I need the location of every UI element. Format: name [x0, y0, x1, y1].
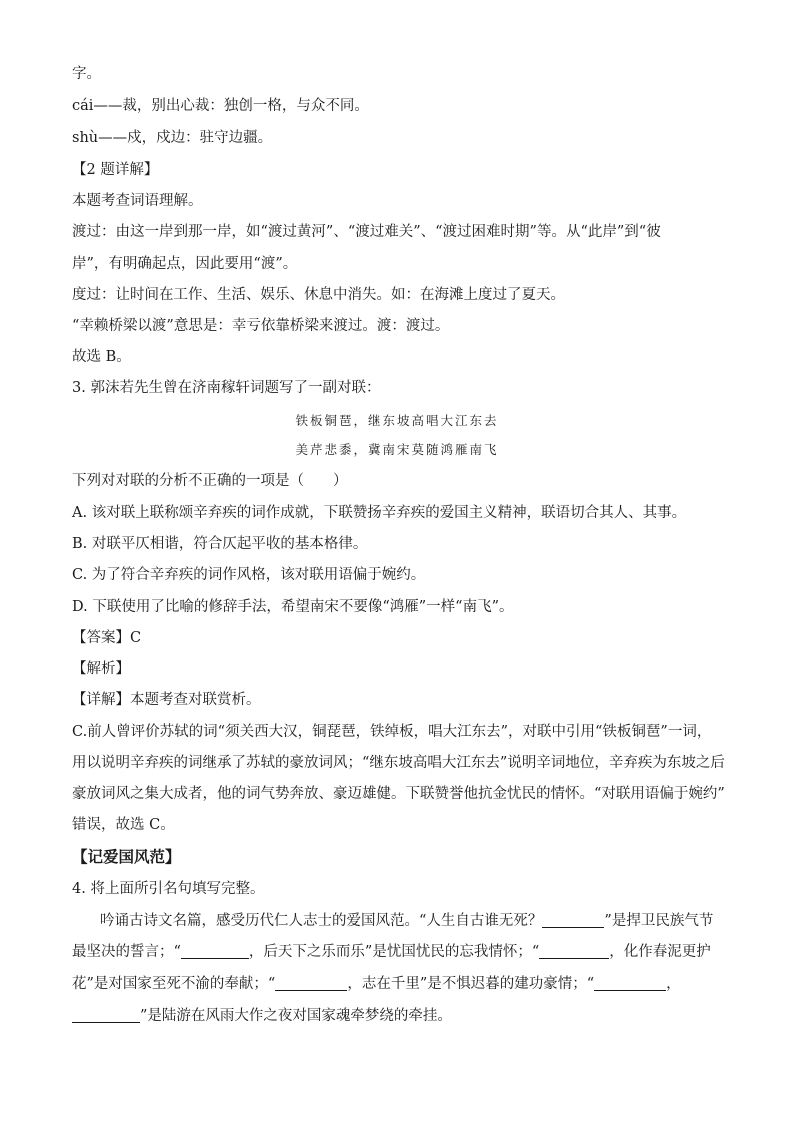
fill-blank[interactable]	[542, 911, 604, 928]
section-heading: 【2 题详解】	[72, 162, 159, 178]
text-line: 用以说明辛弃疾的词继承了苏轼的豪放词风；“继东坡高唱大江东去”说明辛词地位，辛弃疾为东坡之后	[72, 755, 725, 771]
text-segment: ，	[666, 976, 681, 992]
analysis-heading: 【解析】	[72, 661, 130, 677]
fill-blank[interactable]	[594, 974, 666, 991]
text-line: 度过：让时间在工作、生活、娱乐、休息中消失。如：在海滩上度过了夏天。	[72, 287, 565, 303]
fill-line-1	[100, 911, 713, 931]
text-line: shù——戍，戍边：驻守边疆。	[72, 130, 273, 146]
text-segment: ”是捍卫民族气节	[604, 913, 714, 929]
fill-blank[interactable]	[275, 974, 347, 991]
text-line: C.前人曾评价苏轼的词“须关西大汉，铜琵琶，铁绰板，唱大江东去”，对联中引用“铁板铜琶”一词，	[72, 724, 712, 740]
fill-blank[interactable]	[181, 942, 249, 959]
text-line: “幸赖桥梁以渡”意思是：幸亏依靠桥梁来渡过。渡：渡过。	[72, 318, 450, 334]
text-segment: ，志在千里”是不惧迟暮的建功豪情；“	[347, 976, 595, 992]
question-stem: 3. 郭沫若先生曾在济南稼轩词题写了一副对联：	[72, 380, 381, 396]
text-segment: 吟诵古诗文名篇，感受历代仁人志士的爱国风范。“人生自古谁无死？	[100, 913, 543, 929]
answer-line: 【答案】C	[72, 630, 142, 646]
text-segment: ”是陆游在风雨大作之夜对国家魂牵梦绕的牵挂。	[140, 1008, 452, 1024]
fill-line-3	[72, 974, 681, 994]
text-segment: 花”是对国家至死不渝的奉献；“	[72, 976, 276, 992]
text-line: 字。	[72, 66, 101, 82]
option-a: A. 该对联上联称颂辛弃疾的词作成就，下联赞扬辛弃疾的爱国主义精神，联语切合其人、其事。	[72, 505, 687, 521]
fill-line-4	[72, 1006, 452, 1026]
text-segment: ，后天下之乐而乐”是忧国忧民的忘我情怀；“	[248, 944, 540, 960]
text-segment: ，化作春泥更护	[609, 944, 711, 960]
fill-blank[interactable]	[72, 1006, 140, 1023]
text-line: 渡过：由这一岸到那一岸，如“渡过黄河”、“渡过难关”、“渡过困难时期”等。从“此岸”到“彼	[72, 224, 661, 240]
question-stem: 4. 将上面所引名句填写完整。	[72, 881, 265, 897]
text-segment: 最坚决的誓言；“	[72, 944, 181, 960]
section-title: 【记爱国风范】	[72, 847, 181, 866]
text-line: cái——裁，别出心裁：独创一格，与众不同。	[72, 98, 369, 114]
option-d: D. 下联使用了比喻的修辞手法，希望南宋不要像“鸿雁”一样“南飞”。	[72, 599, 514, 615]
fill-blank[interactable]	[539, 942, 609, 959]
text-line: 岸”，有明确起点，因此要用“渡”。	[72, 256, 298, 272]
text-line: 豪放词风之集大成者，他的词气势奔放、豪迈雄健。下联赞誉他抗金忧民的情怀。“对联用语偏于婉约”	[72, 786, 725, 802]
option-c: C. 为了符合辛弃疾的词作风格，该对联用语偏于婉约。	[72, 567, 426, 583]
fill-line-2	[72, 942, 711, 962]
text-line: 本题考查词语理解。	[72, 193, 203, 209]
couplet-line-2: 美芹悲黍，冀南宋莫随鸿雁南飞	[295, 442, 499, 457]
text-line: 错误，故选 C。	[72, 817, 175, 833]
option-b: B. 对联平仄相谐，符合仄起平收的基本格律。	[72, 536, 368, 552]
question-prompt: 下列对对联的分析不正确的一项是（ ）	[72, 473, 348, 489]
couplet-line-1: 铁板铜琶，继东坡高唱大江东去	[295, 413, 499, 428]
text-line: 【详解】本题考查对联赏析。	[72, 692, 261, 708]
text-line: 故选 B。	[72, 349, 131, 365]
